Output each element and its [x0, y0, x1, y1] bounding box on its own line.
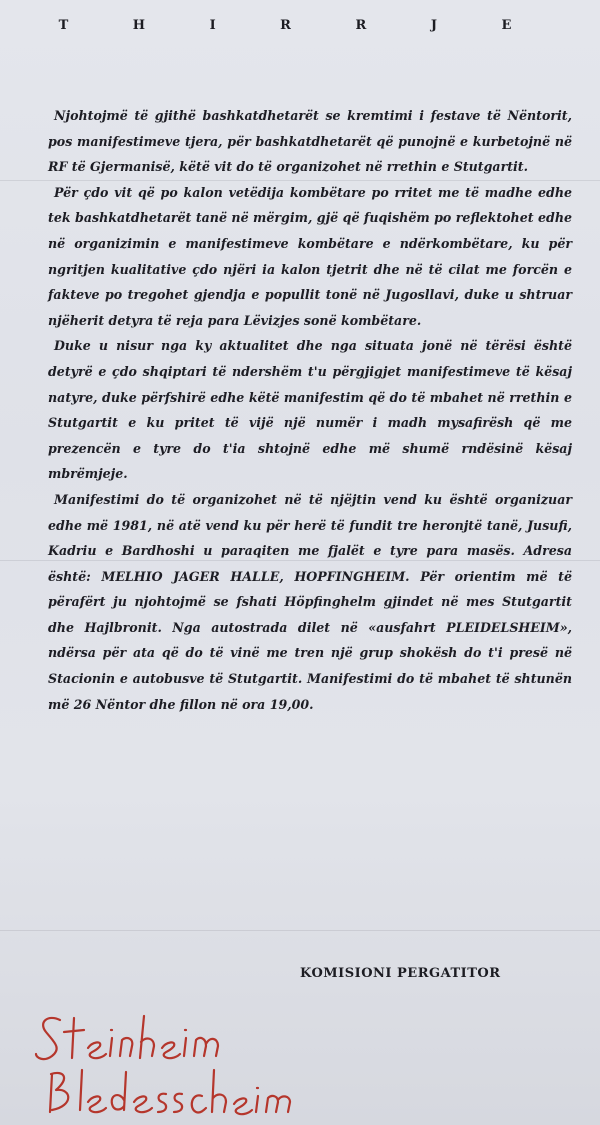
letter-body [48, 103, 572, 717]
paragraph-3: Duke u nisur nga ky aktualitet dhe nga situata jonë në tërësi është detyrë e çdo shqiptari të ndershëm t'u përgjigjet manifestimeve të kësaj natyre, duke përfshirë edhe këtë manifestim që do të mbahet në rrethin e Stutgartit e ku pritet të vijë një numër i madh mysafirësh që me prezencën e tyre do t'ia shtojnë edhe më shumë rndësinë kësaj mbrëmjeje. [48, 338, 572, 482]
handwritten-notes [30, 1008, 330, 1118]
signature-committee: KOMISIONI PERGATITOR [300, 966, 501, 981]
paragraph-1: Njohtojmë të gjithë bashkatdhetarët se kremtimi i festave të Nëntorit, pos manifestimeve tjera, për bashkatdhetarët që punojnë e kurbetojnë në RF të Gjermanisë, këtë vit do të organizohet në rrethin e Stutgartit. [48, 108, 572, 175]
paragraph-2: Për çdo vit që po kalon vetëdija kombëtare po rritet me të madhe edhe tek bashkatdhetarët tanë në mërgim, gjë që fuqishëm po reflektohet edhe në organizimin e manifestimeve kombëtare e ndërkombëtare, ku për ngritjen kualitative çdo njëri ia kalon tjetrit dhe në të cilat me forcën e fakteve po tregohet gjendja e popullit tonë në Jugosllavi, duke u shtruar njëherit detyra të reja para Lëvizjes sonë kombëtare. [48, 184, 572, 328]
paper-fold [0, 930, 600, 931]
paragraph-4: Manifestimi do të organizohet në të njëjtin vend ku është organizuar edhe më 1981, në atë vend ku për herë të fundit tre heronjtë tanë, Jusufi, Kadriu e Bardhoshi u paraqiten me fjalët e tyre para masës. Adresa është: MELHIO JAGER HALLE, HOPFINGHEIM. Për orientim më të përafërt ju njohtojmë se fshati Höpfinghelm gjindet në mes Stutgartit dhe Hajlbronit. Nga autostrada dilet në «ausfahrt PLEIDELSHEIM», ndërsa për ata që do të vinë me tren një grup shokësh do t'i presë në Stacionin e autobusve të Stutgartit. Manifestimi do të mbahet të shtunën më 26 Nëntor dhe fillon në ora 19,00. [48, 491, 572, 712]
document-title: T H I R R J E [58, 18, 542, 33]
